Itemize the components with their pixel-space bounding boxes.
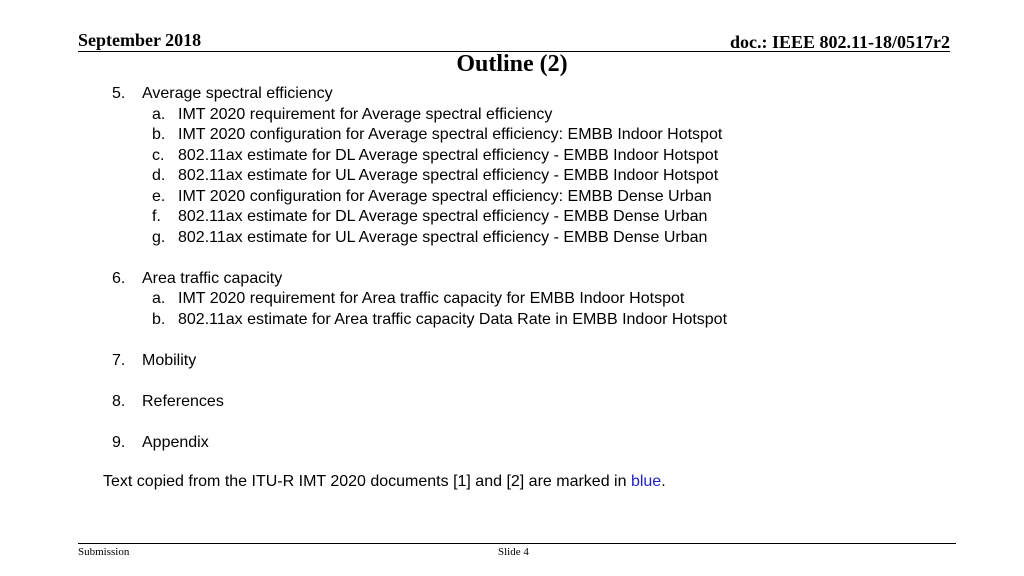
- outline-subitem: [112, 125, 727, 146]
- outline-section-6: [112, 269, 727, 331]
- subitem-text: 802.11ax estimate for UL Average spectral efficiency - EMBB Indoor Hotspot: [178, 167, 719, 184]
- section-number: 5.: [112, 85, 126, 102]
- subitem-letter: c.: [152, 146, 165, 164]
- outline-subitem: [112, 105, 727, 126]
- subitem-text: 802.11ax estimate for UL Average spectral efficiency - EMBB Dense Urban: [178, 228, 708, 246]
- section-label: Appendix: [142, 433, 209, 451]
- outline-subitem: [112, 207, 727, 228]
- section-number: 7.: [112, 351, 126, 369]
- subitem-letter: b.: [152, 126, 166, 143]
- section-heading: [112, 351, 727, 372]
- section-heading: [112, 392, 727, 413]
- outline-subitem: [112, 166, 727, 187]
- header-date: September 2018: [78, 30, 202, 50]
- section-heading: [112, 84, 727, 105]
- source-note: [103, 473, 666, 491]
- outline-subitem: [112, 187, 727, 208]
- footer-divider: [78, 543, 956, 544]
- subitem-letter: f.: [152, 208, 161, 225]
- section-number: 6.: [112, 269, 126, 287]
- section-label: Mobility: [142, 351, 197, 369]
- outline-section-7: [112, 351, 727, 372]
- subitem-text: 802.11ax estimate for DL Average spectral efficiency - EMBB Dense Urban: [178, 208, 708, 225]
- outline-list: [112, 84, 727, 474]
- section-label: References: [142, 392, 224, 410]
- subitem-text: IMT 2020 requirement for Average spectral efficiency: [178, 105, 553, 123]
- outline-section-5: [112, 84, 727, 248]
- subitem-text: 802.11ax estimate for DL Average spectral efficiency - EMBB Indoor Hotspot: [178, 146, 719, 164]
- outline-subitem: [112, 310, 727, 331]
- subitem-text: IMT 2020 requirement for Area traffic capacity for EMBB Indoor Hotspot: [178, 290, 685, 307]
- footer-slide-number: Slide 4: [498, 546, 529, 558]
- outline-subitem: [112, 289, 727, 310]
- outline-section-8: [112, 392, 727, 413]
- footer-submission: Submission: [78, 546, 130, 558]
- section-number: 8.: [112, 392, 126, 410]
- subitem-letter: a.: [152, 290, 166, 307]
- section-heading: [112, 433, 727, 454]
- subitem-letter: e.: [152, 187, 166, 205]
- outline-subitem: [112, 146, 727, 167]
- outline-section-9: [112, 433, 727, 454]
- note-suffix: .: [661, 473, 666, 490]
- subitem-letter: d.: [152, 167, 166, 184]
- note-highlight: blue: [630, 473, 662, 490]
- section-label: Average spectral efficiency: [142, 85, 333, 102]
- subitem-text: 802.11ax estimate for Area traffic capacity Data Rate in EMBB Indoor Hotspot: [178, 310, 728, 328]
- section-heading: [112, 269, 727, 290]
- section-number: 9.: [112, 433, 126, 451]
- slide-title: Outline (2): [456, 51, 568, 77]
- subitem-letter: a.: [152, 105, 166, 123]
- note-prefix: Text copied from the ITU-R IMT 2020 documents [1] and [2] are marked in: [103, 473, 631, 490]
- subitem-letter: g.: [152, 228, 166, 246]
- section-label: Area traffic capacity: [142, 269, 283, 287]
- subitem-text: IMT 2020 configuration for Average spectral efficiency: EMBB Dense Urban: [178, 187, 712, 205]
- outline-subitem: [112, 228, 727, 249]
- subitem-letter: b.: [152, 310, 166, 328]
- header-doc-id: doc.: IEEE 802.11-18/0517r2: [729, 32, 950, 52]
- subitem-text: IMT 2020 configuration for Average spectral efficiency: EMBB Indoor Hotspot: [178, 126, 723, 143]
